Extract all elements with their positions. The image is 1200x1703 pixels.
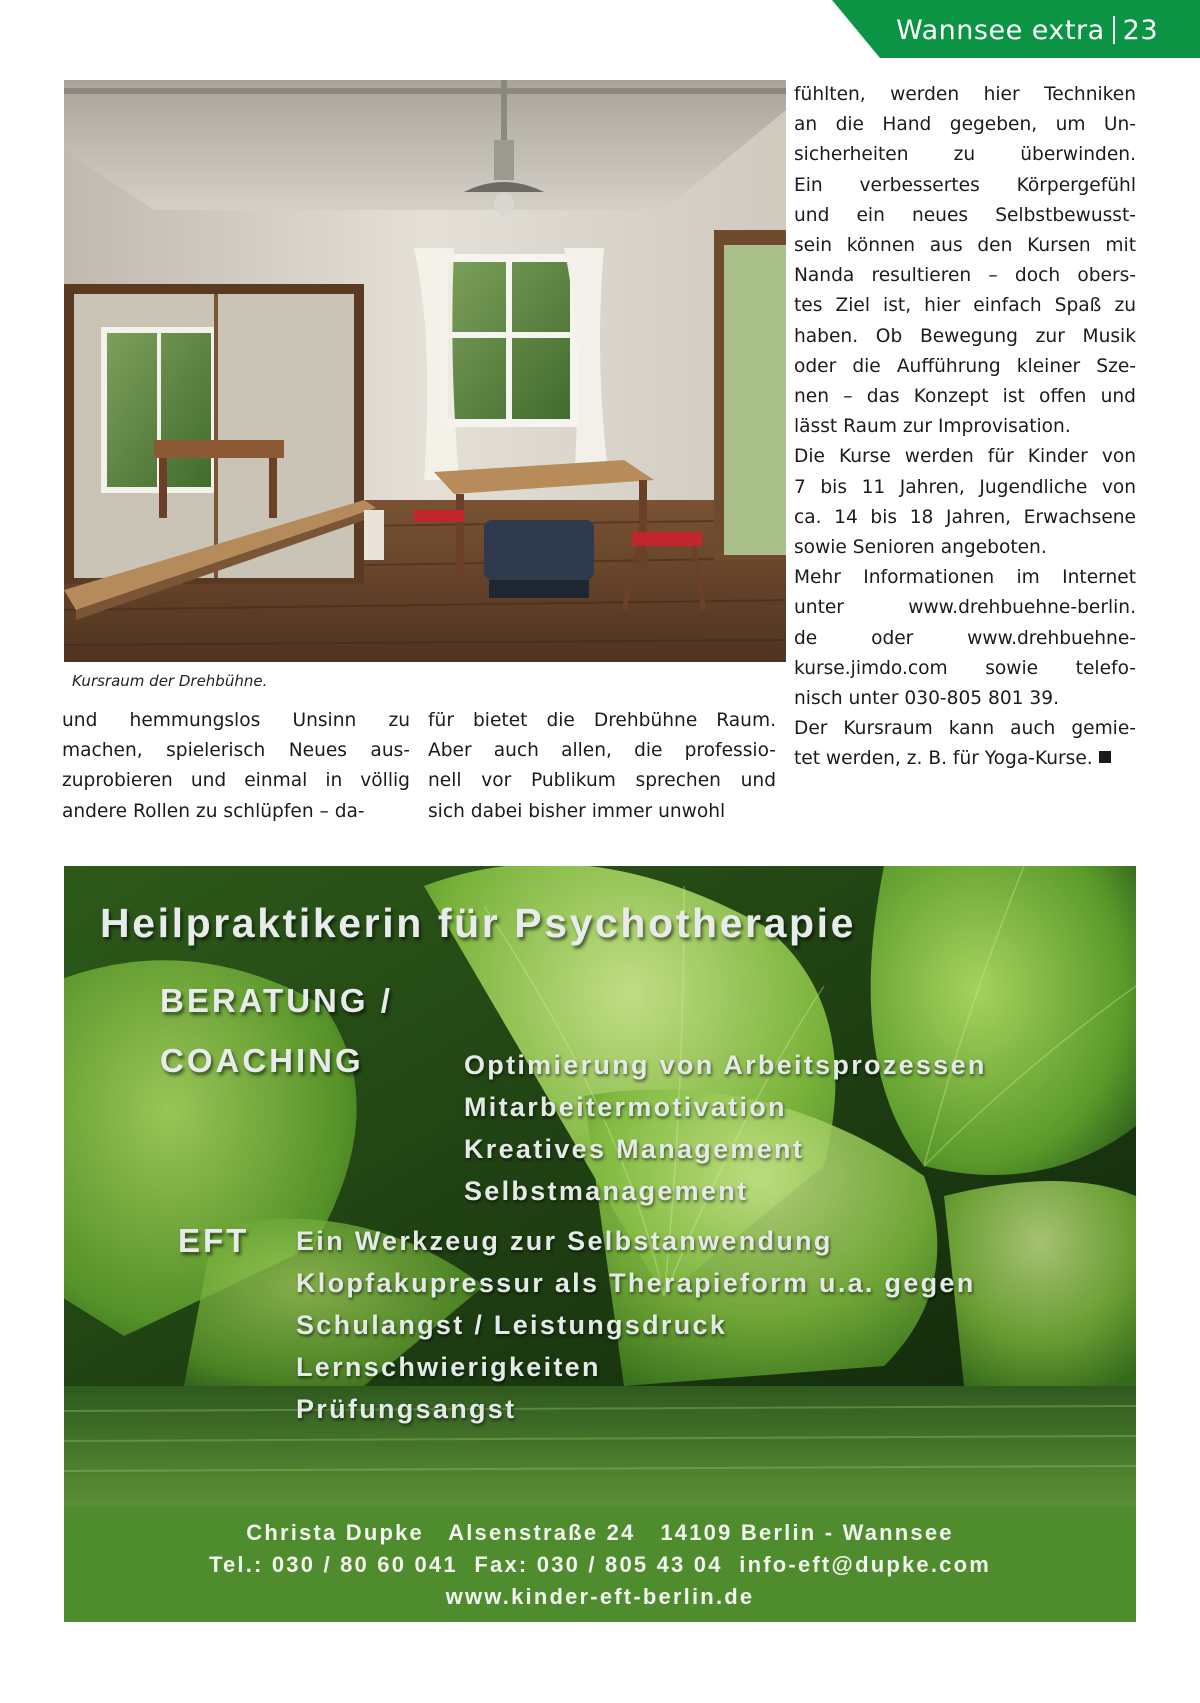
ad-coaching-item: Kreatives Management — [464, 1134, 805, 1164]
header-separator — [1113, 16, 1115, 44]
ad-coaching-item: Optimierung von Arbeitsprozessen — [464, 1050, 987, 1080]
article-line: nen – das Konzept ist offen und — [794, 386, 1136, 408]
ad-website-link[interactable]: www.kinder-eft-berlin.de — [445, 1584, 755, 1609]
article-line: sowie Senioren angeboten. — [794, 537, 1047, 559]
ad-eft-item: Schulangst / Leistungsdruck — [296, 1310, 728, 1340]
ad-coaching-item: Mitarbeitermotivation — [464, 1092, 787, 1122]
article-line: tet werden, z. B. für Yoga-Kurse. — [794, 744, 1136, 774]
article-line: Die Kurse werden für Kinder von — [794, 446, 1136, 468]
article-line: nell vor Publikum sprechen und — [428, 770, 776, 792]
article-line: nisch unter 030-805 801 39. — [794, 688, 1059, 710]
ad-coaching-heading: COACHING — [160, 1042, 364, 1079]
ad-contact-phone-email[interactable]: Tel.: 030 / 80 60 041 Fax: 030 / 805 43 04 info-eft@dupke.com — [208, 1552, 992, 1577]
article-line: fühlten, werden hier Techniken — [794, 84, 1136, 105]
course-room-photo — [64, 80, 786, 662]
photo-caption: Kursraum der Drehbühne. — [72, 672, 268, 690]
article-line: Ein verbessertes Körpergefühl — [794, 174, 1136, 196]
article-line: sicherheiten zu überwinden. — [794, 144, 1136, 166]
article-line: Mehr Informationen im Internet — [794, 567, 1136, 589]
ad-eft-heading: EFT — [178, 1222, 250, 1259]
article-line: de oder www.drehbuehne- — [794, 627, 1136, 649]
article-line: Der Kursraum kann auch gemie- — [794, 718, 1136, 740]
ad-eft-item: Lernschwierigkeiten — [296, 1352, 601, 1382]
article-line: 7 bis 11 Jahren, Jugendliche von — [794, 476, 1136, 498]
article-column-3 — [794, 80, 1136, 775]
ad-beratung-heading: BERATUNG / — [160, 982, 393, 1019]
ad-contact-address: Christa Dupke Alsenstraße 24 14109 Berlin - Wannsee — [246, 1520, 954, 1545]
ad-eft-item: Ein Werkzeug zur Selbstanwendung — [296, 1226, 833, 1256]
ad-eft-item: Klopfakupressur als Therapieform u.a. gegen — [296, 1268, 976, 1298]
article-line: und ein neues Selbstbewusst- — [794, 204, 1136, 226]
ad-title: Heilpraktikerin für Psychotherapie — [100, 900, 857, 946]
article-line: haben. Ob Bewegung zur Musik — [794, 325, 1136, 347]
course-room-illustration — [64, 80, 786, 662]
article-line: ca. 14 bis 18 Jahren, Erwachsene — [794, 506, 1136, 528]
page-header — [896, 10, 1158, 50]
article-line: unter www.drehbuehne-berlin. — [794, 597, 1136, 619]
article-line: für bietet die Drehbühne Raum. — [428, 710, 776, 731]
article-line: machen, spielerisch Neues aus- — [62, 740, 410, 762]
article-line: oder die Aufführung kleiner Sze- — [794, 355, 1136, 377]
psychotherapy-ad — [64, 866, 1136, 1622]
article-line: tes Ziel ist, hier einfach Spaß zu — [794, 295, 1136, 317]
section-title: Wannsee extra — [896, 14, 1105, 46]
article-line: an die Hand gegeben, um Un- — [794, 114, 1136, 136]
ad-coaching-item: Selbstmanagement — [464, 1176, 749, 1206]
article-end-mark — [1099, 751, 1111, 763]
article-line: und hemmungslos Unsinn zu — [62, 710, 410, 731]
article-line: sein können aus den Kursen mit — [794, 235, 1136, 257]
article-column-1 — [62, 706, 410, 827]
article-line: sich dabei bisher immer unwohl — [428, 800, 726, 822]
article-line: zuprobieren und einmal in völlig — [62, 770, 410, 792]
article-line: Aber auch allen, die professio- — [428, 740, 776, 762]
article-line: lässt Raum zur Improvisation. — [794, 416, 1071, 438]
article-line: Nanda resultieren – doch obers- — [794, 265, 1136, 287]
article-line: andere Rollen zu schlüpfen – da- — [62, 800, 365, 822]
ad-contact-footer — [64, 1506, 1136, 1622]
page-number: 23 — [1122, 14, 1158, 46]
article-column-2 — [428, 706, 776, 827]
article-line: kurse.jimdo.com sowie telefo- — [794, 657, 1136, 679]
ad-eft-item: Prüfungsangst — [296, 1394, 517, 1424]
